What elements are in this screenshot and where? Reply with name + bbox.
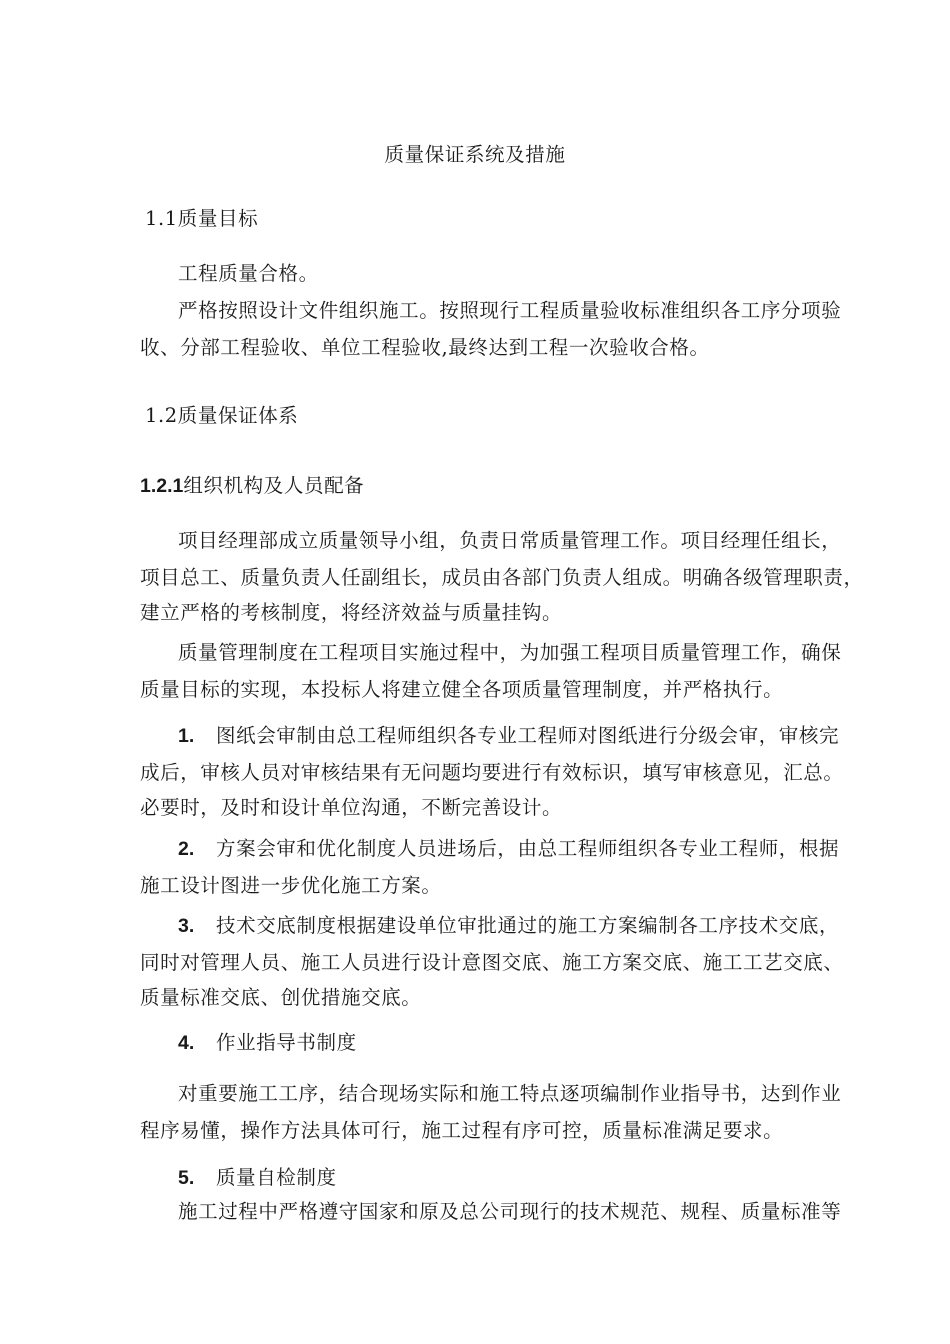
list-item-number: 1.: [178, 725, 195, 747]
section-number: 1.2.1: [140, 475, 184, 497]
list-item-heading: 质量自检制度: [216, 1166, 337, 1189]
list-item-number: 4.: [178, 1032, 195, 1054]
paragraph-line: 施工设计图进一步优化施工方案。: [140, 874, 442, 897]
list-item-number: 2.: [178, 838, 195, 860]
paragraph-line: 施工过程中严格遵守国家和原及总公司现行的技术规范、规程、质量标准等: [178, 1200, 842, 1223]
paragraph-line: 严格按照设计文件组织施工。按照现行工程质量验收标准组织各工序分项验: [178, 299, 842, 322]
list-item-number: 3.: [178, 915, 195, 937]
paragraph-line: 建立严格的考核制度，将经济效益与质量挂钩。: [140, 601, 563, 624]
paragraph-line: 方案会审和优化制度人员进场后，由总工程师组织各专业工程师，根据: [216, 837, 840, 860]
paragraph-line: 同时对管理人员、施工人员进行设计意图交底、施工方案交底、施工工艺交底、: [140, 951, 844, 974]
section-heading-1-2: 1.2质量保证体系: [145, 404, 299, 427]
list-item-number: 5.: [178, 1167, 195, 1189]
paragraph-line: 技术交底制度根据建设单位审批通过的施工方案编制各工序技术交底，: [216, 914, 840, 937]
quality-goal-text: 工程质量合格。: [178, 262, 319, 285]
section-heading-1-2-1: [140, 474, 364, 498]
paragraph-line: 收、分部工程验收、单位工程验收,最终达到工程一次验收合格。: [140, 336, 710, 359]
list-item-heading: 作业指导书制度: [216, 1031, 357, 1054]
section-heading-text: 组织机构及人员配备: [183, 474, 365, 497]
paragraph-line: 必要时，及时和设计单位沟通，不断完善设计。: [140, 796, 563, 819]
document-title: 质量保证系统及措施: [384, 143, 566, 166]
paragraph-line: 图纸会审制由总工程师组织各专业工程师对图纸进行分级会审，审核完: [216, 724, 840, 747]
paragraph-line: 成后，审核人员对审核结果有无问题均要进行有效标识，填写审核意见，汇总。: [140, 761, 844, 784]
paragraph-line: 质量目标的实现，本投标人将建立健全各项质量管理制度，并严格执行。: [140, 678, 784, 701]
paragraph-line: 对重要施工工序，结合现场实际和施工特点逐项编制作业指导书，达到作业: [178, 1082, 842, 1105]
section-heading-1-1: 1.1质量目标: [145, 207, 259, 230]
paragraph-line: 项目总工、质量负责人任副组长，成员由各部门负责人组成。明确各级管理职责，: [140, 566, 864, 589]
paragraph-line: 项目经理部成立质量领导小组，负责日常质量管理工作。项目经理任组长，: [178, 529, 842, 552]
paragraph-line: 质量管理制度在工程项目实施过程中，为加强工程项目质量管理工作，确保: [178, 641, 842, 664]
paragraph-line: 质量标准交底、创优措施交底。: [140, 986, 422, 1009]
paragraph-line: 程序易懂，操作方法具体可行，施工过程有序可控，质量标准满足要求。: [140, 1119, 784, 1142]
